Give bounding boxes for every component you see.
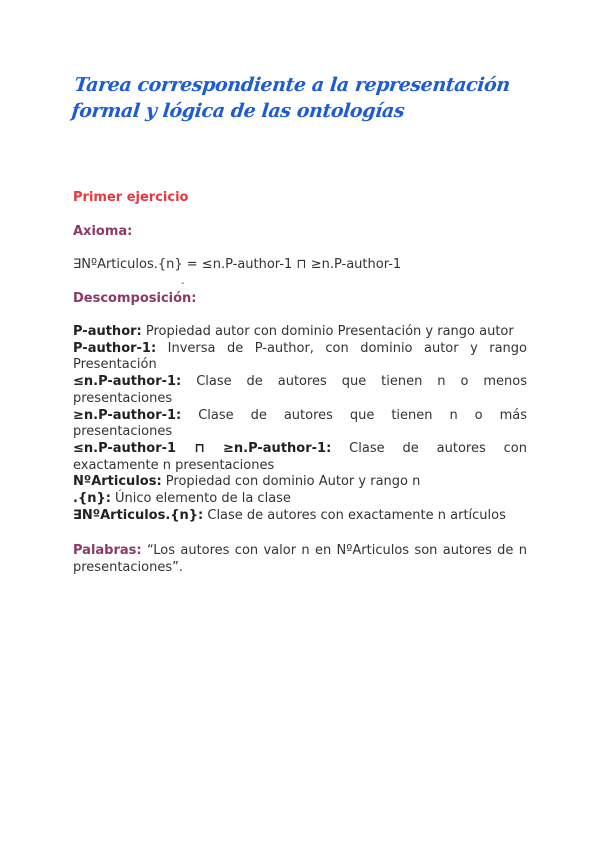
definition-term: ∃NºArticulos.{n}: <box>73 507 204 523</box>
axiom-text: ∃NºArticulos.{n} = ≤n.P-author-1 ⊓ ≥n.P-author-1 <box>73 257 402 272</box>
definitions-list <box>73 324 527 524</box>
words-text: “Los autores con valor n en NºArticulos son autores de n presentaciones”. <box>73 543 527 575</box>
definition-text: Propiedad con dominio Autor y rango n <box>161 474 421 490</box>
definition-text: Clase de autores que tienen n o más presentaciones <box>73 407 527 440</box>
definition-item <box>73 441 527 474</box>
definition-term: NºArticulos: <box>73 474 162 490</box>
definition-term: ≤n.P-author-1 ⊓ ≥n.P-author-1: <box>73 440 332 456</box>
words-paragraph <box>73 543 527 576</box>
decomposition-label: Descomposición: <box>73 291 197 306</box>
definition-text: Clase de autores que tienen n o menos presentaciones <box>73 374 527 406</box>
definition-item <box>73 341 527 374</box>
definition-term: .{n}: <box>73 491 111 507</box>
definition-text: Inversa de P-author, con dominio autor y rango Presentación <box>73 340 527 373</box>
definition-item <box>73 474 527 491</box>
document-title: Tarea correspondiente a la representación formal y lógica de las ontologías <box>70 74 512 122</box>
definition-item <box>73 408 527 441</box>
definition-item <box>73 324 527 341</box>
definition-item <box>73 374 527 407</box>
definition-text: Clase de autores con exactamente n artículos <box>203 507 506 523</box>
words-label: Palabras: <box>73 543 142 558</box>
section-heading: Primer ejercicio <box>73 190 189 205</box>
definition-term: P-author-1: <box>73 340 157 356</box>
definition-text: Clase de autores con exactamente n presentaciones <box>73 440 527 473</box>
axiom-label: Axioma: <box>73 224 133 239</box>
definition-text: Propiedad autor con dominio Presentación y rango autor <box>141 324 514 339</box>
definition-text: Único elemento de la clase <box>110 491 291 507</box>
definition-term: P-author: <box>73 324 142 339</box>
axiom-mark: - <box>181 278 185 289</box>
definition-item <box>73 508 527 525</box>
definition-term: ≤n.P-author-1: <box>73 374 182 390</box>
definition-term: ≥n.P-author-1: <box>73 407 182 423</box>
definition-item <box>73 491 527 508</box>
